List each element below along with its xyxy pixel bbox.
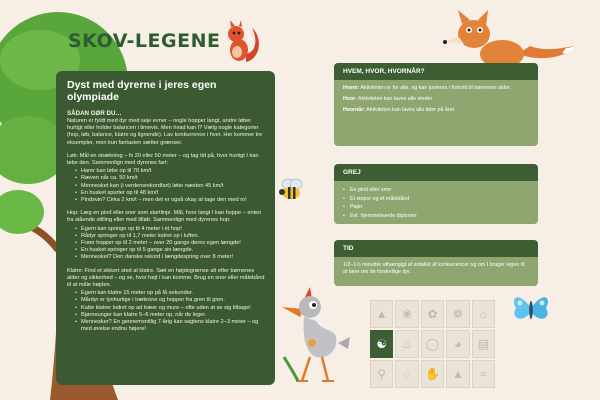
- pine-tree-icon: ▲: [370, 300, 393, 328]
- list-item: • Et stopur og et målebånd: [343, 195, 529, 204]
- bird-illustration: [280, 287, 352, 385]
- list-item: • Egern kan klatre 15 meter op på få sekunder.: [75, 290, 266, 297]
- list-item: • Katte klatrer lodret op ad træer og mure – ofte uden at se sig tilbage!: [75, 305, 266, 312]
- how-to-heading: SÅDAN GØR DU…: [67, 110, 122, 117]
- climb-text: Klatre: Find et sikkert sted at klatre. Sæt en højdegrænse alt efter børnenes alder og sikkerhed – og se, hvor højt I kan komme. Brug en snor eller målebånd til at måle højden.: [67, 267, 265, 289]
- activity-heading: Dyst med dyrerne i jeres egen olympiade: [67, 79, 217, 103]
- where-label: Hvor:: [343, 96, 357, 102]
- butterfly-illustration: [510, 290, 552, 328]
- intro-text: Naturen er fyldt med dyr med seje evner – nogle hopper langt, andre løber hurtigt eller holder balancen i timevis. Men hvad kan I? Vælg nogle kategorier (hop, løb, balance, klatre og lignende). Lav konkurrence i hver. Her kommer tre eksempler, men kun fantasien sætter grænser.: [67, 118, 263, 146]
- list-item: • Bjørneunger kan klatre 5–6 meter op, når de leger.: [75, 312, 266, 319]
- who-text: Aktiviteten er for alle, og kan justeres i forhold til børnenes alder.: [360, 85, 512, 91]
- list-item: • Evt. hjemmelavede diplomer: [343, 212, 529, 221]
- list-item: • Pindsvin? Cirka 2 km/t – men det er også okay at tage den med ro!: [75, 197, 266, 204]
- hands-icon: ✋: [421, 360, 444, 388]
- wave-icon: ≈: [472, 360, 495, 388]
- list-item: • Mennesket? Den danske rekord i længdespring over 8 meter!: [75, 254, 266, 261]
- time-box-title: TID: [334, 240, 538, 257]
- bench-icon: ▤: [472, 330, 495, 358]
- list-item: • En husket springer op til 5 gange sin længde.: [75, 247, 266, 254]
- jump-text: Hop: Læg en pind eller snor som startlinje. Mål, hvor langt I kan hoppe – enten fra stående stilling eller med tilløb. Sammenlign med dyrenes hop:: [67, 210, 262, 224]
- when-text: Aktiviteten kan laves alle tider på året.: [366, 107, 456, 113]
- flame-icon: ♨: [395, 330, 418, 358]
- squirrel-illustration: [222, 18, 262, 66]
- who-box-title: HVEM, HVOR, HVORNÅR?: [334, 63, 538, 80]
- flower-icon: ❁: [446, 300, 469, 328]
- mushroom-icon: ◯: [421, 330, 444, 358]
- jump-list: [67, 226, 266, 262]
- footprint-icon: ◌: [395, 360, 418, 388]
- list-item: • Harer kan løbe op til 70 km/t: [75, 168, 266, 175]
- tent-icon: ▲: [446, 360, 469, 388]
- list-item: • En pind eller snor: [343, 186, 529, 195]
- list-item: • En husket spurter op til 48 km/t: [75, 190, 266, 197]
- time-text: 1/2–1½ minutter afhængigt af antallet af konkurrencer og om I bruger legen til at lære om de forskellige dyr.: [343, 262, 525, 275]
- run-list: [67, 168, 266, 204]
- hut-icon: ⌂: [472, 300, 495, 328]
- list-item: • Mårdyr er lynhurtige i trækrone og hopper fra gren til gren.: [75, 297, 266, 304]
- where-line: [343, 96, 529, 103]
- who-line: [343, 85, 529, 92]
- list-item: • Mennesker? En gennemsnitlig 7-årig kan sagtens klatre 2–3 meter – og med øvelse endnu højere!: [75, 319, 266, 333]
- list-item: • Rådyr springer op til 1,7 meter lodret op i luften.: [75, 233, 266, 240]
- figure-icon: ☯: [370, 330, 393, 358]
- who-box-body: [334, 80, 538, 146]
- list-item: • Frøer hopper op til 2 meter – over 20 gange deres egen længde!: [75, 240, 266, 247]
- run-text: Løb: Mål en strækning – fx 20 eller 50 meter – og tag tid på, hvor hurtigt I kan løbe den. Sammenlign med dyrenes fart:: [67, 152, 259, 167]
- gear-box-body: [334, 181, 538, 224]
- magnifier-icon: ⚲: [370, 360, 393, 388]
- gear-box-title: GREJ: [334, 164, 538, 181]
- when-line: [343, 107, 529, 114]
- list-item: • Papir: [343, 203, 529, 212]
- list-item: • Mennesket kan (i verdensrekordfart) løbe næsten 45 km/t: [75, 183, 266, 190]
- gear-list: [343, 186, 529, 220]
- activity-card: [56, 71, 275, 385]
- list-item: • Egern kan springe op til 4 meter i ét hop!: [75, 226, 266, 233]
- sprout-icon: ❀: [395, 300, 418, 328]
- bowl-icon: ◕: [446, 330, 469, 358]
- climb-list: [67, 290, 266, 333]
- where-text: Aktiviteten kan laves alle steder: [358, 96, 433, 102]
- who-label: Hvem:: [343, 85, 360, 91]
- list-item: • Ræven når ca. 50 km/t: [75, 175, 266, 182]
- bee-illustration: [276, 178, 306, 202]
- when-label: Hvornår:: [343, 107, 366, 113]
- time-box-body: [334, 257, 538, 286]
- leaf-icon: ✿: [421, 300, 444, 328]
- category-icon-grid: [370, 300, 495, 388]
- page-title: SKOV-LEGENE: [68, 30, 221, 52]
